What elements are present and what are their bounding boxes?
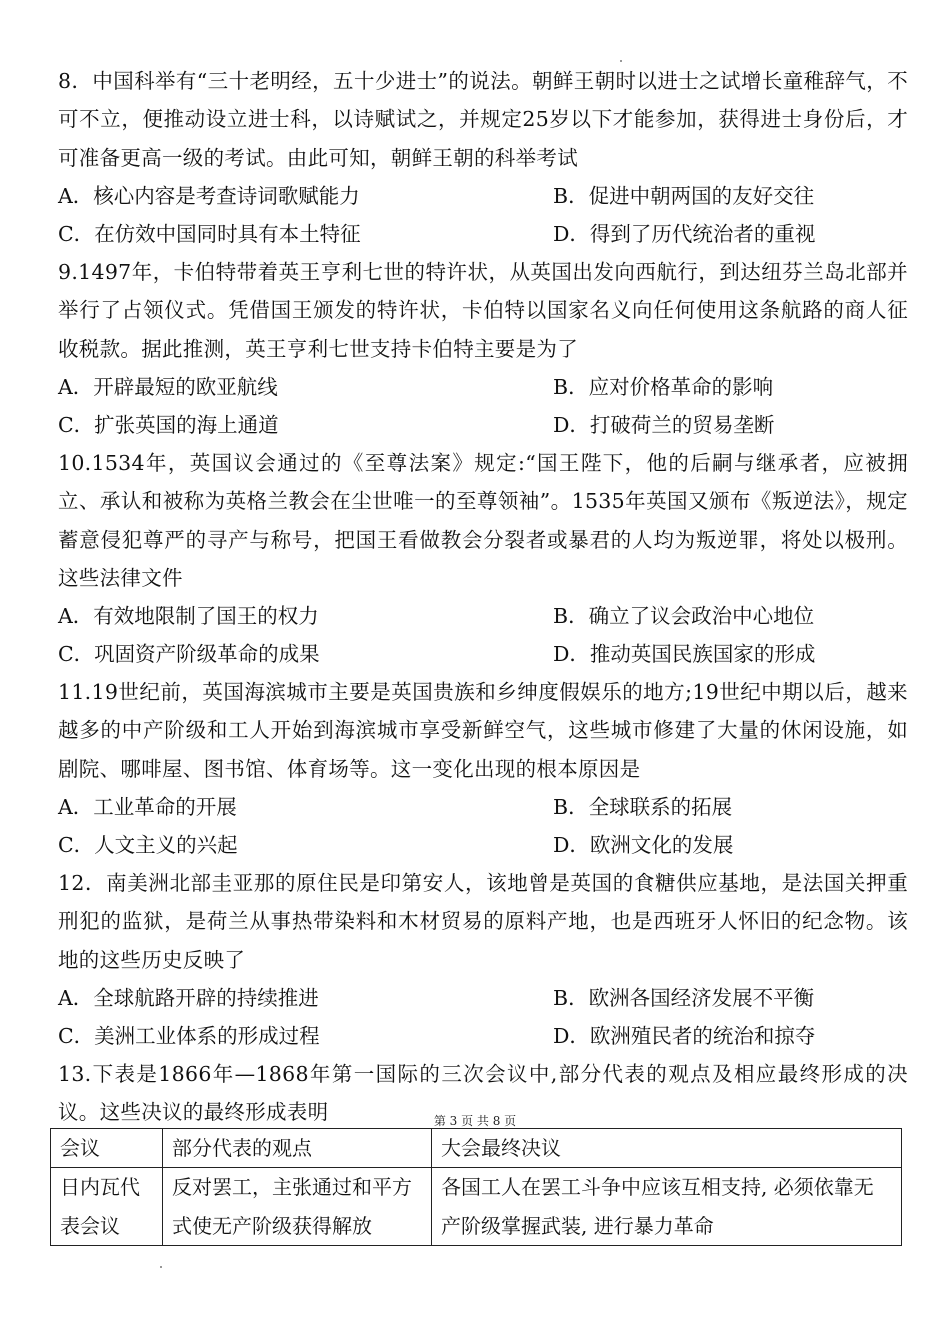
question-11-option-c: C．人文主义的兴起 [58,833,238,857]
table-header-row [51,1129,902,1168]
question-10-stem: 10.1534年，英国议会通过的《至尊法案》规定:“国王陛下，他的后嗣与继承者，应被拥立、承认和被称为英格兰教会在尘世唯一的至尊领袖”。1535年英国又颁布《叛逆法》，规定蓄意侵犯尊严的寻产与称号，把国王看做教会分裂者或暴君的人均为叛逆罪，将处以极刑。这些法律文件 [58,451,908,590]
table-header-cell: 部分代表的观点 [163,1129,432,1168]
question-12-option-a: A．全球航路开辟的持续推进 [58,986,319,1010]
question-9-option-b: B．应对价格革命的影响 [553,375,774,399]
question-9-stem: 9.1497年，卡伯特带着英王亨利七世的特许状，从英国出发向西航行，到达纽芬兰岛北部并举行了占领仪式。凭借国王颁发的特许状，卡伯特以国家名义向任何使用这条航路的商人征收税款。据此推测，英王亨利七世支持卡伯特主要是为了 [58,260,908,361]
question-8-stem: 8．中国科举有“三十老明经，五十少进士”的说法。朝鲜王朝时以进士之试增长童稚辞气，不可不立，便推动设立进士科，以诗赋试之，并规定25岁以下才能参加，获得进士身份后，才可准备更高一级的考试。由此可知，朝鲜王朝的科举考试 [58,69,908,170]
question-10-option-c: C．巩固资产阶级革命的成果 [58,642,320,666]
question-10-option-a: A．有效地限制了国王的权力 [58,604,319,628]
question-12-option-b: B．欧洲各国经济发展不平衡 [553,986,815,1010]
table-cell: 反对罢工，主张通过和平方式使无产阶级获得解放 [163,1168,432,1246]
table-header-cell: 会议 [51,1129,163,1168]
question-11-option-a: A．工业革命的开展 [58,795,237,819]
question-8-option-b: B．促进中朝两国的友好交往 [553,184,815,208]
question-8-option-d: D．得到了历代统治者的重视 [553,222,816,246]
question-10-option-b: B．确立了议会政治中心地位 [553,604,815,628]
scan-speck [160,1266,162,1268]
question-13-stem: 13.下表是1866年—1868年第一国际的三次会议中,部分代表的观点及相应最终形成的决议。这些决议的最终形成表明 [58,1062,908,1125]
conference-table [50,1128,902,1246]
question-12-stem: 12．南美洲北部圭亚那的原住民是印第安人，该地曾是英国的食糖供应基地，是法国关押重刑犯的监狱，是荷兰从事热带染料和木材贸易的原料产地，也是西班牙人怀旧的纪念物。该地的这些历史反映了 [58,871,908,972]
question-12-option-c: C．美洲工业体系的形成过程 [58,1024,320,1048]
page-footer: 第 3 页 共 8 页 [433,1114,517,1128]
question-11-stem: 11.19世纪前，英国海滨城市主要是英国贵族和乡绅度假娱乐的地方;19世纪中期以后，越来越多的中产阶级和工人开始到海滨城市享受新鲜空气，这些城市修建了大量的休闲设施，如剧院、哪啡屋、图书馆、体育场等。这一变化出现的根本原因是 [58,680,908,781]
table-row [51,1168,902,1246]
table-cell: 各国工人在罢工斗争中应该互相支持, 必须依靠无产阶级掌握武装, 进行暴力革命 [432,1168,902,1246]
question-12-option-d: D．欧洲殖民者的统治和掠夺 [553,1024,816,1048]
question-10-option-d: D．推动英国民族国家的形成 [553,642,816,666]
question-11-option-b: B．全球联系的拓展 [553,795,733,819]
question-9-option-a: A．开辟最短的欧亚航线 [58,375,278,399]
question-9-option-c: C．扩张英国的海上通道 [58,413,279,437]
question-11-option-d: D．欧洲文化的发展 [553,833,734,857]
question-8-option-a: A．核心内容是考查诗词歌赋能力 [58,184,360,208]
table-cell: 日内瓦代表会议 [51,1168,163,1246]
question-9-option-d: D．打破荷兰的贸易垄断 [553,413,775,437]
question-8-option-c: C．在仿效中国同时具有本土特征 [58,222,361,246]
table-header-cell: 大会最终决议 [432,1129,902,1168]
